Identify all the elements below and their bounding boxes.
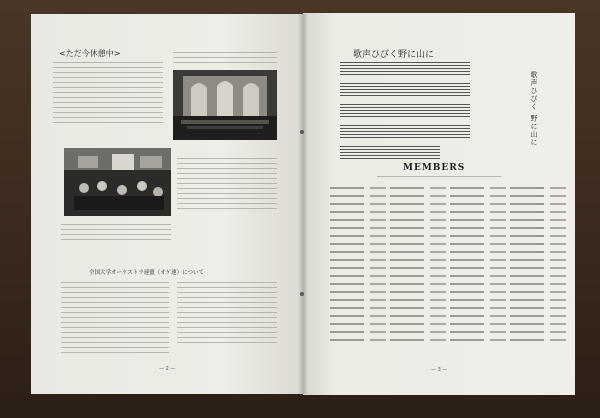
- text-block-bottom-right: [177, 282, 277, 347]
- song-title: 歌声ひびく野に山に: [353, 50, 435, 60]
- staple-bottom: [300, 292, 304, 296]
- book-spine-shadow: [298, 14, 308, 394]
- rehearsal-photo: [64, 148, 171, 216]
- text-block-middle-left: [61, 224, 171, 244]
- concert-hall-photo: [173, 70, 277, 140]
- left-page: [31, 14, 303, 394]
- text-block-bottom-left: [61, 282, 169, 357]
- staple-top: [300, 130, 304, 134]
- right-page-number: — 3 —: [431, 367, 448, 373]
- vertical-song-title: 歌声ひびく 野に山に: [530, 71, 538, 147]
- article-heading: 全国大学オーケストラ連盟（オケ連）について: [89, 270, 205, 276]
- text-block-above-photo: [173, 52, 277, 67]
- section-heading: <ただ今休憩中>: [59, 49, 121, 58]
- text-block-middle-right: [177, 158, 277, 213]
- members-heading: MEMBERS: [403, 163, 466, 173]
- text-block-top-left: [53, 62, 163, 127]
- left-page-number: — 2 —: [159, 366, 176, 372]
- members-subtitle-line: [377, 176, 501, 181]
